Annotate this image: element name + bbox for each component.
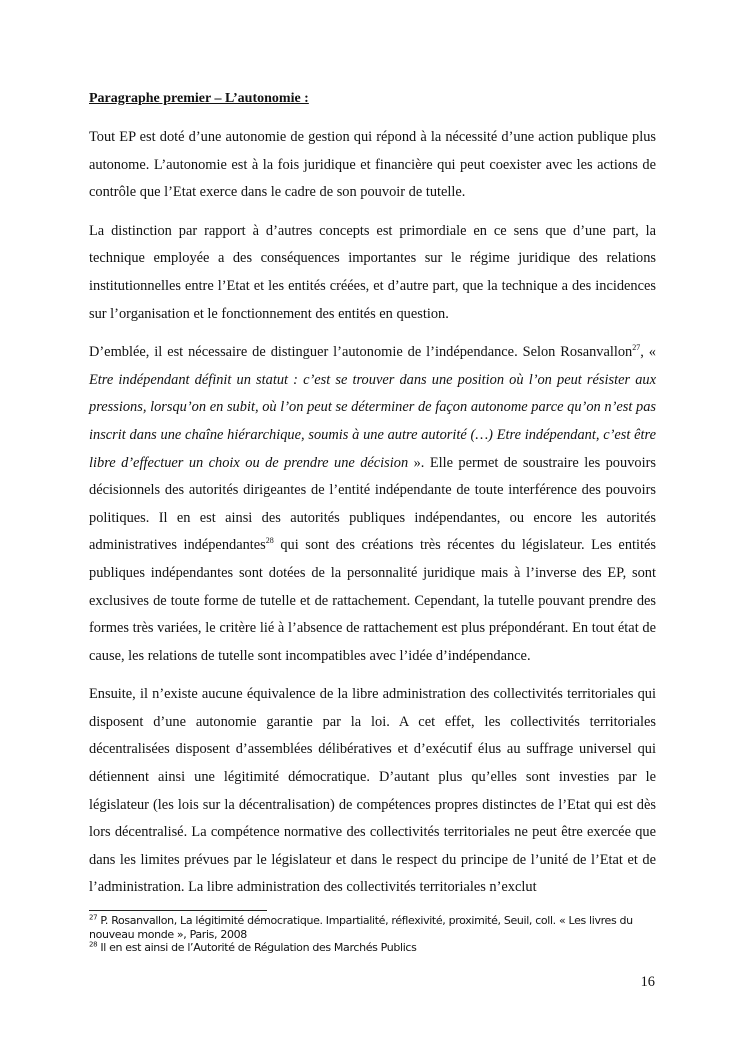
- page-number: 16: [640, 974, 655, 990]
- rosanvallon-quote: Etre indépendant définit un statut : c’est se trouver dans une position où l’on peut résister aux pressions, lorsqu’on en subit, où l’on peut se déterminer de façon autonome parce qu’on n’est pas inscrit dans une chaîne hiérarchique, soumis à une autre autorité (…) Etre indépendant, c’est être libre d’effectuer un choix ou de prendre une décision: [89, 371, 656, 471]
- footnote-ref-27[interactable]: 27: [632, 343, 641, 353]
- paragraph-3: [89, 339, 656, 670]
- paragraph-3-middle: ». Elle permet de soustraire les pouvoirs décisionnels des autorités dirigeantes de l’entité indépendante de toute interférence des pouvoirs politiques. Il en est ainsi des autorités publiques indépendantes, ou encore les autorités administratives indépendantes: [89, 454, 656, 554]
- paragraph-2: La distinction par rapport à d’autres concepts est primordiale en ce sens que d’une part, la technique employée a des conséquences importantes sur le régime juridique des relations institutionnelles entre l’Etat et les entités créées, et d’autre part, que la technique a des incidences sur l’organisation et le fonctionnement des entités en question.: [89, 222, 656, 322]
- paragraph-3-comma: ,: [640, 344, 644, 361]
- footnote-text: P. Rosanvallon, La légitimité démocratique. Impartialité, réflexivité, proximité, Seuil, coll. « Les livres du nouveau monde », Paris, 2008: [89, 914, 633, 941]
- paragraph-3-end: qui sont des créations très récentes du législateur. Les entités publiques indépendantes sont dotées de la personnalité juridique mais à l’inverse des EP, sont exclusives de toute forme de tutelle et de rattachement. Cependant, la tutelle pouvant prendre des formes très variées, le critère lié à l’absence de rattachement est plus prépondérant. En tout état de cause, les relations de tutelle sont incompatibles avec l’idée d’indépendance.: [89, 537, 656, 664]
- footnote-28: [89, 941, 656, 955]
- section-heading: Paragraphe premier – L’autonomie :: [89, 91, 309, 106]
- page-body: [89, 86, 656, 913]
- footnote-ref-28[interactable]: 28: [265, 536, 274, 546]
- footnote-number: 27: [89, 913, 98, 922]
- footnote-number: 28: [89, 940, 98, 949]
- paragraph-1: Tout EP est doté d’une autonomie de gestion qui répond à la nécessité d’une action publique plus autonome. L’autonomie est à la fois juridique et financière qui peut coexister avec les actions de contrôle que l’Etat exerce dans le cadre de son pouvoir de tutelle.: [89, 129, 656, 201]
- footnote-27: [89, 914, 656, 941]
- footnote-separator: [89, 910, 267, 911]
- paragraph-3-intro: D’emblée, il est nécessaire de distinguer l’autonomie de l’indépendance. Selon Rosanvallon: [89, 344, 633, 361]
- footnotes: [89, 914, 656, 955]
- footnote-text: Il en est ainsi de l’Autorité de Régulation des Marchés Publics: [97, 941, 417, 954]
- quote-open: «: [643, 344, 657, 361]
- paragraph-4: Ensuite, il n’existe aucune équivalence de la libre administration des collectivités territoriales qui disposent d’une autonomie garantie par la loi. A cet effet, les collectivités territoriales décentralisées disposent d’assemblées délibératives et d’exécutif élus au suffrage universel qui détiennent ainsi une légitimité démocratique. D’autant plus qu’elles sont investies par le législateur (les lois sur la décentralisation) de compétences propres distinctes de l’Etat qui est dès lors décentralisé. La compétence normative des collectivités territoriales ne peut être exercée que dans les limites prévues par le législateur et dans le respect du principe de l’unité de l’Etat et de l’administration. La libre administration des collectivités territoriales n’exclut: [89, 686, 656, 896]
